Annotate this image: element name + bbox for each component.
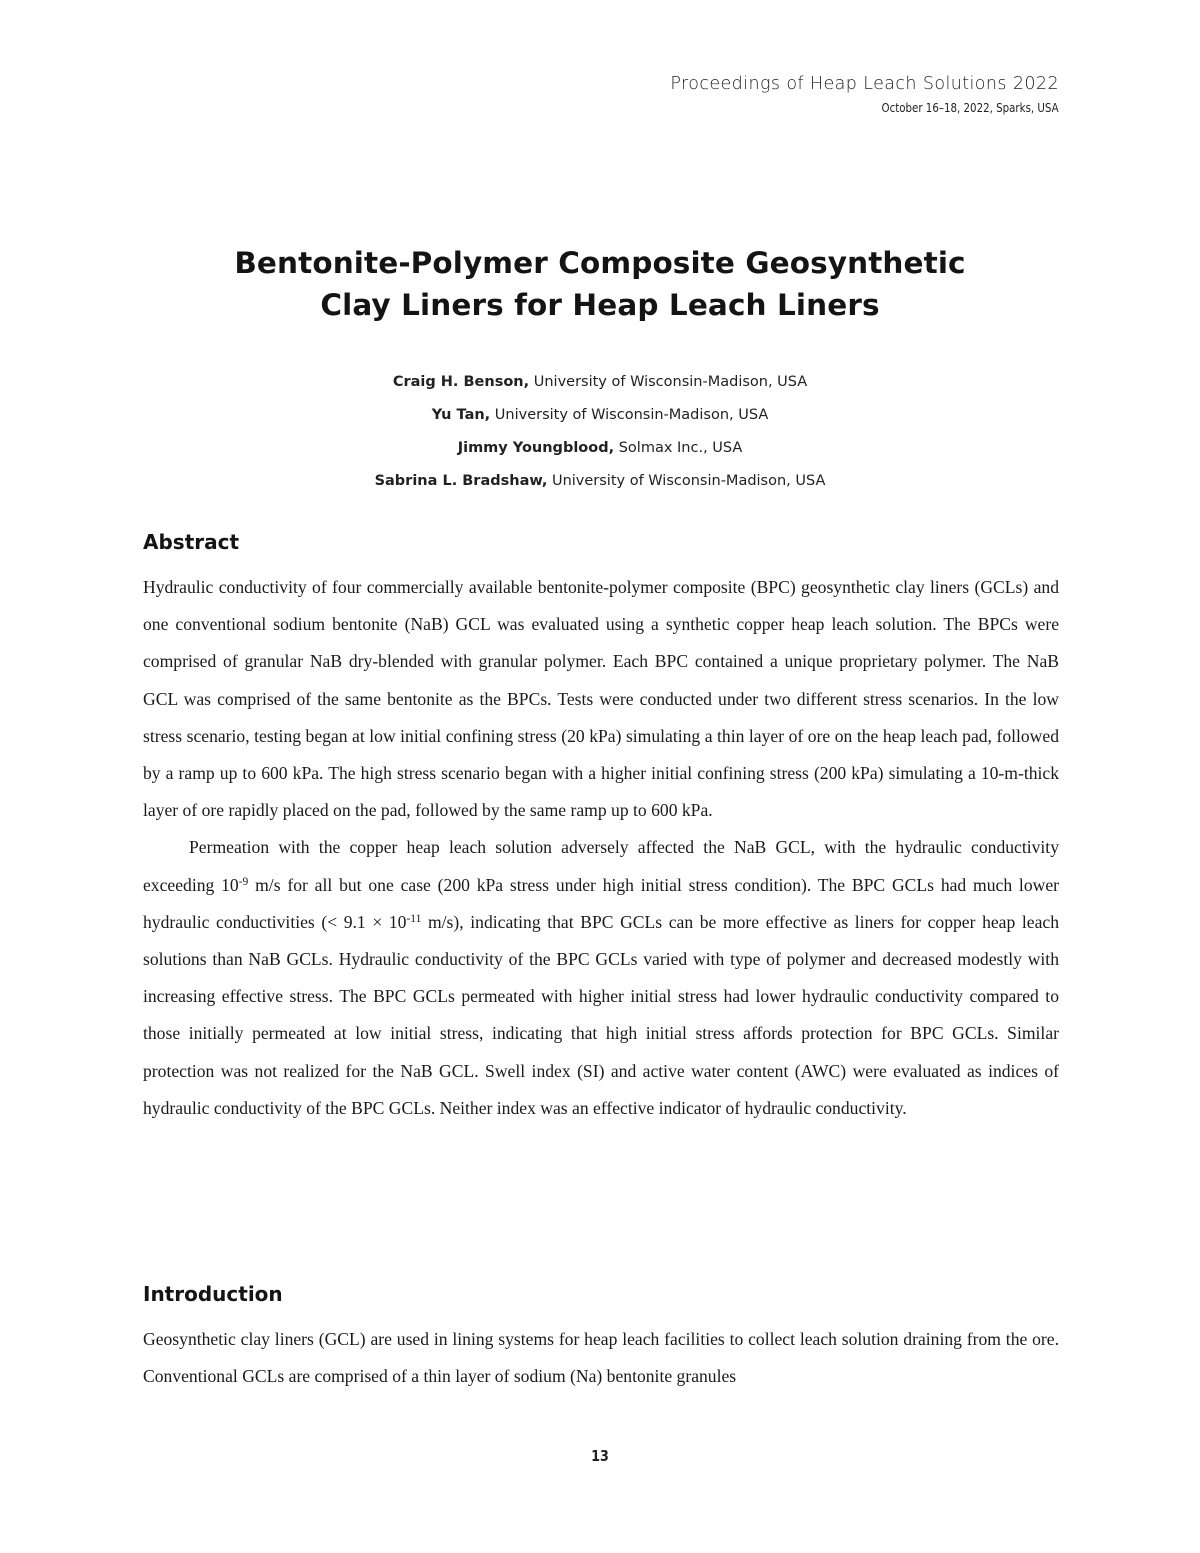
author-affiliation: University of Wisconsin-Madison, USA (490, 407, 769, 423)
running-header (670, 72, 1059, 118)
abstract-paragraph-2: Permeation with the copper heap leach solution adversely affected the NaB GCL, with the hydraulic conductivity exceeding $10^{-9}$ m/s for all but one case (200 kPa stress under high initial stress condition). The BPC GCLs had much lower hydraulic conductivities (< $9.1 \times 10^{-11}$ m/s), indicating that BPC GCLs can be more effective as liners for copper heap leach solutions than NaB GCLs. Hydraulic conductivity of the BPC GCLs varied with type of polymer and decreased modestly with increasing effective stress. The BPC GCLs permeated with higher initial stress had lower hydraulic conductivity compared to those initially permeated at low initial stress, indicating that high initial stress affords protection for BPC GCLs. Similar protection was not realized for the NaB GCL. Swell index (SI) and active water content (AWC) were evaluated as indices of hydraulic conductivity of the BPC GCLs. Neither index was an effective indicator of hydraulic conductivity. (143, 837, 1060, 1118)
author-list (0, 370, 1200, 502)
author-affiliation: University of Wisconsin-Madison, USA (529, 374, 808, 390)
author-affiliation: Solmax Inc., USA (614, 440, 743, 456)
author-name: Sabrina L. Bradshaw, (374, 473, 548, 489)
author-entry (0, 403, 1200, 436)
author-entry (0, 469, 1200, 502)
conference-dates-location: October 16–18, 2022, Sparks, USA (881, 100, 1059, 115)
author-entry (0, 370, 1200, 403)
author-name: Jimmy Youngblood, (457, 440, 615, 456)
conference-name: Proceedings of Heap Leach Solutions 2022 (670, 74, 1059, 94)
author-affiliation: University of Wisconsin-Madison, USA (547, 473, 826, 489)
abstract-heading: Abstract (143, 530, 240, 554)
abstract-body (143, 569, 1059, 1127)
introduction-body (143, 1321, 1059, 1395)
paper-title-line-1: Bentonite-Polymer Composite Geosynthetic (234, 246, 966, 280)
author-entry (0, 436, 1200, 469)
introduction-heading: Introduction (143, 1282, 283, 1306)
abstract-paragraph-1: Hydraulic conductivity of four commercially available bentonite-polymer composite (BPC) geosynthetic clay liners (GCLs) and one conventional sodium bentonite (NaB) GCL was evaluated using a synthetic copper heap leach solution. The BPCs were comprised of granular NaB dry-blended with granular polymer. Each BPC contained a unique proprietary polymer. The NaB GCL was comprised of the same bentonite as the BPCs. Tests were conducted under two different stress scenarios. In the low stress scenario, testing began at low initial confining stress (20 kPa) simulating a thin layer of ore on the heap leach pad, followed by a ramp up to 600 kPa. The high stress scenario began with a higher initial confining stress (200 kPa) simulating a 10-m-thick layer of ore rapidly placed on the pad, followed by the same ramp up to 600 kPa. (143, 577, 1059, 821)
introduction-paragraph-1: Geosynthetic clay liners (GCL) are used in lining systems for heap leach facilities to collect leach solution draining from the ore. Conventional GCLs are comprised of a thin layer of sodium (Na) bentonite granules (143, 1329, 1059, 1387)
paper-title-line-2: Clay Liners for Heap Leach Liners (320, 288, 880, 322)
paper-title (0, 242, 1200, 326)
author-name: Yu Tan, (431, 407, 491, 423)
author-name: Craig H. Benson, (392, 374, 530, 390)
page-number: 13 (591, 1447, 609, 1465)
